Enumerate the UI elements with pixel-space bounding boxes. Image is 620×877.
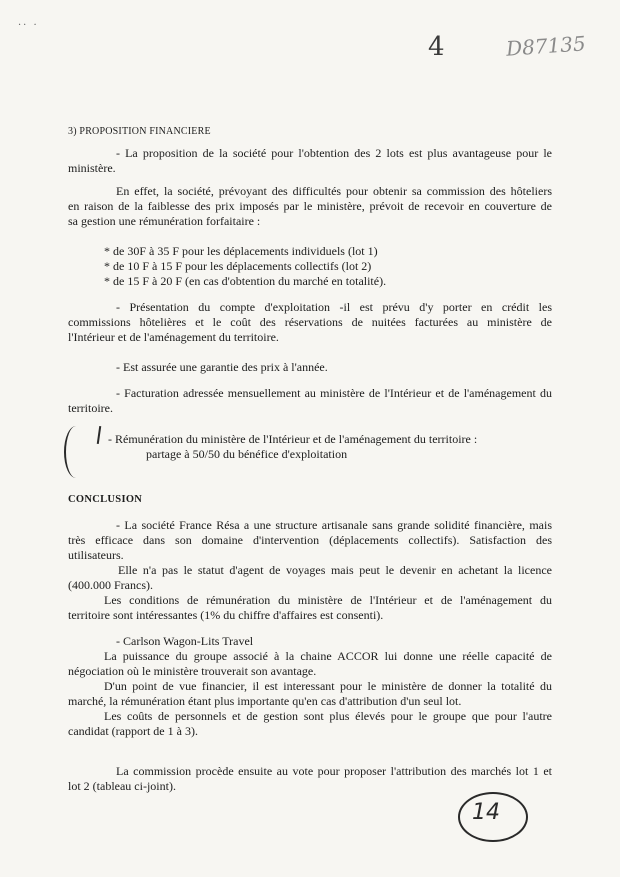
paragraph-line: territoire sont intéressantes (1% du chiffre d'affaires est consenti).	[68, 608, 384, 622]
paragraph-line: en raison de la faiblesse des prix imposés par le ministère, prévoit de recevoir en couverture de	[68, 199, 552, 213]
bullet-item: * de 10 F à 15 F pour les déplacements collectifs (lot 2)	[104, 259, 372, 273]
paragraph-line: ministère.	[68, 161, 116, 175]
handwritten-tick	[97, 426, 101, 444]
paragraph-line: - Facturation adressée mensuellement au ministère de l'Intérieur et de l'aménagement du	[116, 386, 552, 400]
handwritten-page-digit: 4	[428, 32, 445, 62]
stamped-code: D87135	[505, 31, 587, 61]
conclusion-title: CONCLUSION	[68, 494, 143, 505]
paragraph-line: - La proposition de la société pour l'obtention des 2 lots est plus avantageuse pour le	[116, 146, 552, 160]
paragraph-line: Elle n'a pas le statut d'agent de voyages mais peut le devenir en achetant la licence	[118, 563, 552, 577]
paragraph-line: La puissance du groupe associé à la chaine ACCOR lui donne une réelle capacité de	[104, 649, 552, 663]
paragraph-line: lot 2 (tableau ci-joint).	[68, 779, 176, 793]
paragraph-line: sa gestion une rémunération forfaitaire :	[68, 214, 261, 228]
paragraph-line: l'Intérieur et de l'aménagement du territoire.	[68, 330, 279, 344]
circled-page-number: 14	[472, 800, 500, 825]
handwritten-bracket	[64, 426, 88, 478]
bullet-item: * de 15 F à 20 F (en cas d'obtention du marché en totalité).	[104, 274, 387, 288]
paragraph-line: marché, la rémunération étant plus importante qu'en cas d'attribution d'un seul lot.	[68, 694, 462, 708]
paragraph-line: très efficace dans son domaine d'intervention (déplacements collectifs). Satisfaction des	[68, 533, 552, 547]
paragraph-line: - Rémunération du ministère de l'Intérieur et de l'aménagement du territoire :	[108, 432, 478, 446]
paragraph-line: La commission procède ensuite au vote pour proposer l'attribution des marchés lot 1 et	[116, 764, 552, 778]
paragraph-line: commissions hôtelières et le coût des réservations de nuitées facturées au ministère de	[68, 315, 552, 329]
paragraph-line: Les conditions de rémunération du ministère de l'Intérieur et de l'aménagement du	[104, 593, 552, 607]
paragraph-line: (400.000 Francs).	[68, 578, 153, 592]
paragraph-line: partage à 50/50 du bénéfice d'exploitation	[146, 447, 348, 461]
section-title: 3) PROPOSITION FINANCIERE	[68, 126, 211, 137]
corner-mark: ·· ·	[18, 20, 39, 31]
paragraph-line: - Est assurée une garantie des prix à l'année.	[116, 360, 328, 374]
paragraph-line: - Carlson Wagon-Lits Travel	[116, 634, 254, 648]
paragraph-line: - La société France Résa a une structure artisanale sans grande solidité financière, mais	[116, 518, 552, 532]
paragraph-line: Les coûts de personnels et de gestion sont plus élevés pour le groupe que pour l'autre	[104, 709, 552, 723]
paragraph-line: - Présentation du compte d'exploitation -il est prévu d'y porter en crédit les	[116, 300, 552, 314]
paragraph-line: candidat (rapport de 1 à 3).	[68, 724, 198, 738]
paragraph-line: D'un point de vue financier, il est interessant pour le ministère de donner la totalité du	[104, 679, 552, 693]
paragraph-line: territoire.	[68, 401, 113, 415]
paragraph-line: négociation où le ministère trouverait son avantage.	[68, 664, 317, 678]
bullet-item: * de 30F à 35 F pour les déplacements individuels (lot 1)	[104, 244, 378, 258]
paragraph-line: En effet, la société, prévoyant des difficultés pour obtenir sa commission des hôteliers	[116, 184, 552, 198]
paragraph-line: utilisateurs.	[68, 548, 124, 562]
